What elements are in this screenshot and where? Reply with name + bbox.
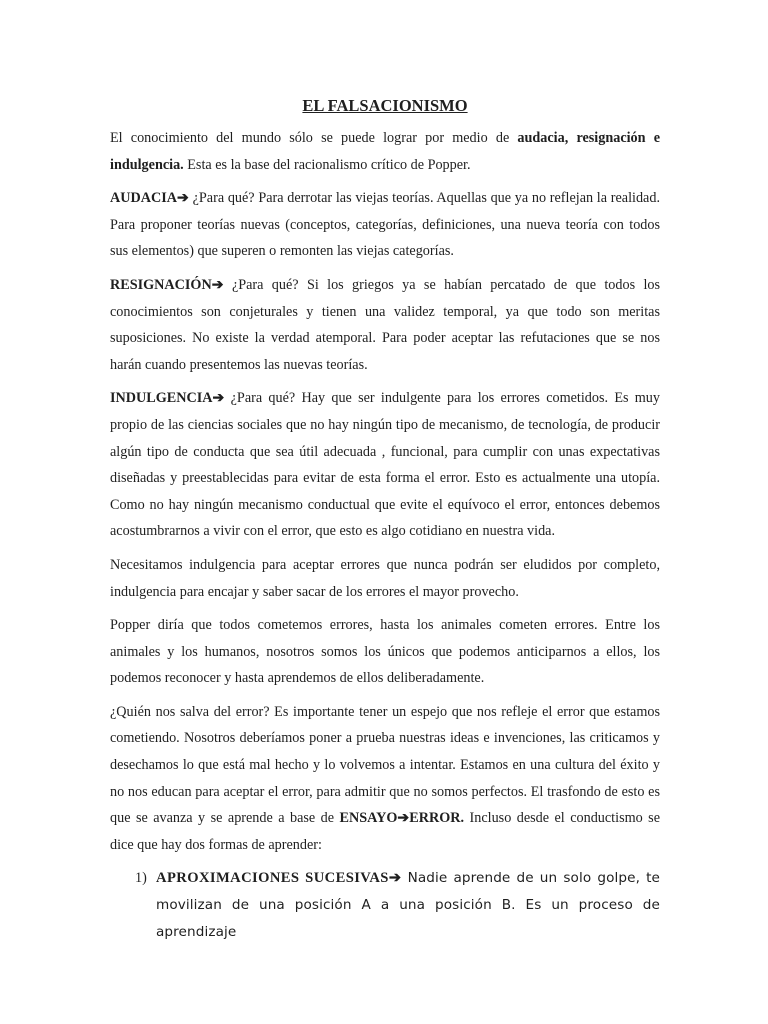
error-label: ERROR.: [409, 810, 465, 827]
audacia-label: AUDACIA: [110, 190, 177, 207]
intro-tail: Esta es la base del racionalismo crítico de Popper.: [183, 156, 471, 173]
quien-paragraph: [110, 699, 660, 859]
arrow-icon: ➔: [388, 870, 402, 887]
resignacion-label: RESIGNACIÓN: [110, 276, 212, 293]
quien-text: ¿Quién nos salva del error? Es importante tener un espejo que nos refleje el error que estamos cometiendo. Nosotros deberíamos poner a prueba nuestras ideas e invenciones, las criticamos y desechamos lo que está mal hecho y lo volvemos a intentar. Estamos en una cultura del éxito y no nos educan para aceptar el error, para admitir que no somos perfectos. El trasfondo de esto es que se avanza y se aprende a base de: [110, 703, 660, 827]
intro-lead: El conocimiento del mundo sólo se puede lograr por medio de: [110, 130, 518, 146]
arrow-icon: ➔: [177, 190, 189, 207]
document-page: [110, 0, 660, 945]
audacia-paragraph: [110, 185, 660, 265]
list-item-label: APROXIMACIONES SUCESIVAS: [156, 870, 389, 887]
ensayo-label: ENSAYO: [339, 810, 398, 827]
popper-paragraph: Popper diría que todos cometemos errores, hasta los animales cometen errores. Entre los animales y los humanos, nosotros somos los únicos que podemos anticiparnos a ellos, los podemos reconocer y hasta aprendemos de ellos deliberadamente.: [110, 617, 660, 687]
intro-bold: audacia, resignación e indulgencia.: [110, 130, 661, 173]
list-item: [110, 865, 660, 945]
list-item-text: Nadie aprende de un solo golpe, te movilizan de una posición A a una posición B. Es un proceso de aprendizaje: [156, 870, 661, 940]
necesitamos-paragraph: Necesitamos indulgencia para aceptar errores que nunca podrán ser eludidos por completo, indulgencia para encajar y saber sacar de los errores el mayor provecho.: [110, 556, 660, 600]
indulgencia-paragraph: [110, 385, 660, 545]
audacia-text: ¿Para qué? Para derrotar las viejas teorías. Aquellas que ya no reflejan la realidad. Para proponer teorías nuevas (conceptos, categorías, definiciones, una nueva teoría con todos sus elementos) que superen o remonten las viejas categorías.: [110, 190, 660, 260]
learning-forms-list: [110, 865, 660, 945]
list-item-number: 1): [135, 870, 147, 887]
arrow-icon: ➔: [211, 276, 224, 293]
indulgencia-label: INDULGENCIA: [110, 390, 213, 407]
resignacion-paragraph: [110, 272, 660, 378]
indulgencia-text: ¿Para qué? Hay que ser indulgente para los errores cometidos. Es muy propio de las ciencias sociales que no hay ningún tipo de mecanismo, de tecnología, de producir algún tipo de conducta que sea útil adecuada , funcional, para cumplir con unas expectativas diseñadas y preestablecidas para evitar de esta forma el error. Esto es actualmente una utopía. Como no hay ningún mecanismo conductual que evite el equívoco el error, entonces debemos acostumbrarnos a vivir con el error, que esto es algo cotidiano en nuestra vida.: [110, 390, 660, 540]
arrow-icon: ➔: [212, 390, 225, 407]
quien-tail: Incluso desde el conductismo se dice que hay dos formas de aprender:: [110, 810, 660, 853]
arrow-icon: ➔: [397, 810, 410, 827]
intro-paragraph: [110, 125, 660, 178]
document-title: EL FALSACIONISMO: [302, 96, 468, 115]
list-item-body: [156, 870, 660, 939]
resignacion-text: ¿Para qué? Si los griegos ya se habían percatado de que todos los conocimientos son conjeturales y tienen una validez temporal, ya que todo son meritas suposiciones. No existe la verdad atemporal. Para poder aceptar las refutaciones que se nos harán cuando presentemos las nuevas teorías.: [110, 276, 660, 373]
